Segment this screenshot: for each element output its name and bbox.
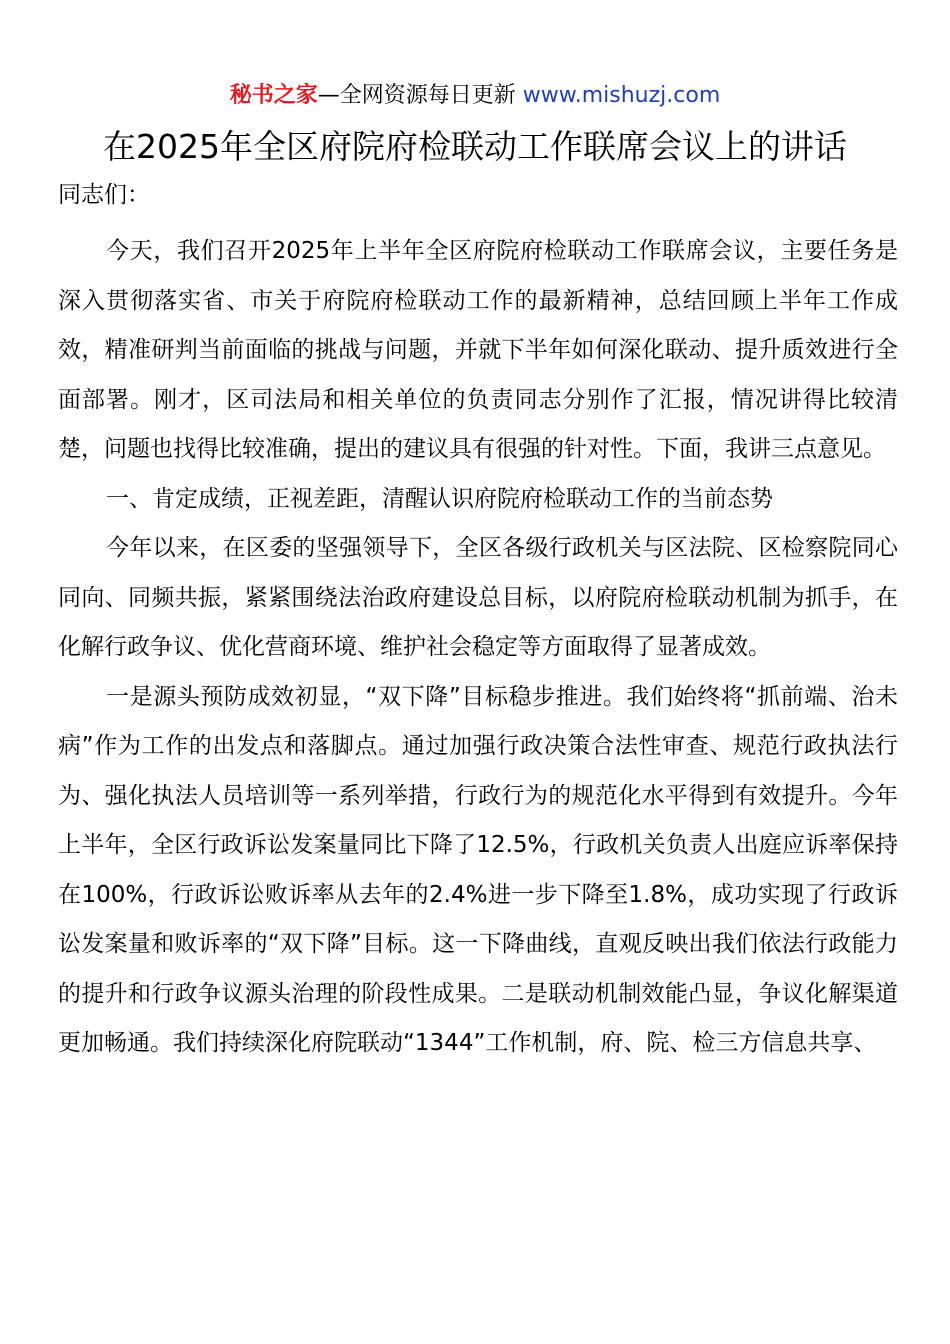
document-body	[58, 175, 898, 1069]
paragraph-opening: 今天，我们召开2025年上半年全区府院府检联动工作联席会议，主要任务是深入贯彻落实省、市关于府院府检联动工作的最新精神，总结回顾上半年工作成效，精准研判当前面临的挑战与问题，并就下半年如何深化联动、提升质效进行全面部署。刚才，区司法局和相关单位的负责同志分别作了汇报，情况讲得比较清楚，问题也找得比较准确，提出的建议具有很强的针对性。下面，我讲三点意见。	[58, 238, 898, 462]
section-heading-1: 一、肯定成绩，正视差距，清醒认识府院府检联动工作的当前态势	[106, 485, 773, 512]
paragraph-details: 一是源头预防成效初显，“双下降”目标稳步推进。我们始终将“抓前端、治未病”作为工作的出发点和落脚点。通过加强行政决策合法性审查、规范行政执法行为、强化执法人员培训等一系列举措，行政行为的规范化水平得到有效提升。今年上半年，全区行政诉讼发案量同比下降了12.5%，行政机关负责人出庭应诉率保持在100%，行政诉讼败诉率从去年的2.4%进一步下降至1.8%，成功实现了行政诉讼发案量和败诉率的“双下降”目标。这一下降曲线，直观反映出我们依法行政能力的提升和行政争议源头治理的阶段性成果。二是联动机制效能凸显，争议化解渠道更加畅通。我们持续深化府院联动“1344”工作机制，府、院、检三方信息共享、	[58, 683, 898, 1056]
paragraph-achievements: 今年以来，在区委的坚强领导下，全区各级行政机关与区法院、区检察院同心同向、同频共振，紧紧围绕法治政府建设总目标，以府院府检联动机制为抓手，在化解行政争议、优化营商环境、维护社会稳定等方面取得了显著成效。	[58, 535, 898, 660]
greeting-spacer	[58, 215, 898, 227]
header-tagline: —全网资源每日更新	[317, 83, 516, 108]
document-title: 在2025年全区府院府检联动工作联席会议上的讲话	[103, 127, 847, 166]
site-url-link[interactable]: www.mishuzj.com	[522, 83, 721, 108]
greeting: 同志们：	[58, 182, 150, 208]
site-header	[0, 80, 950, 112]
brand-name: 秘书之家	[229, 83, 318, 108]
